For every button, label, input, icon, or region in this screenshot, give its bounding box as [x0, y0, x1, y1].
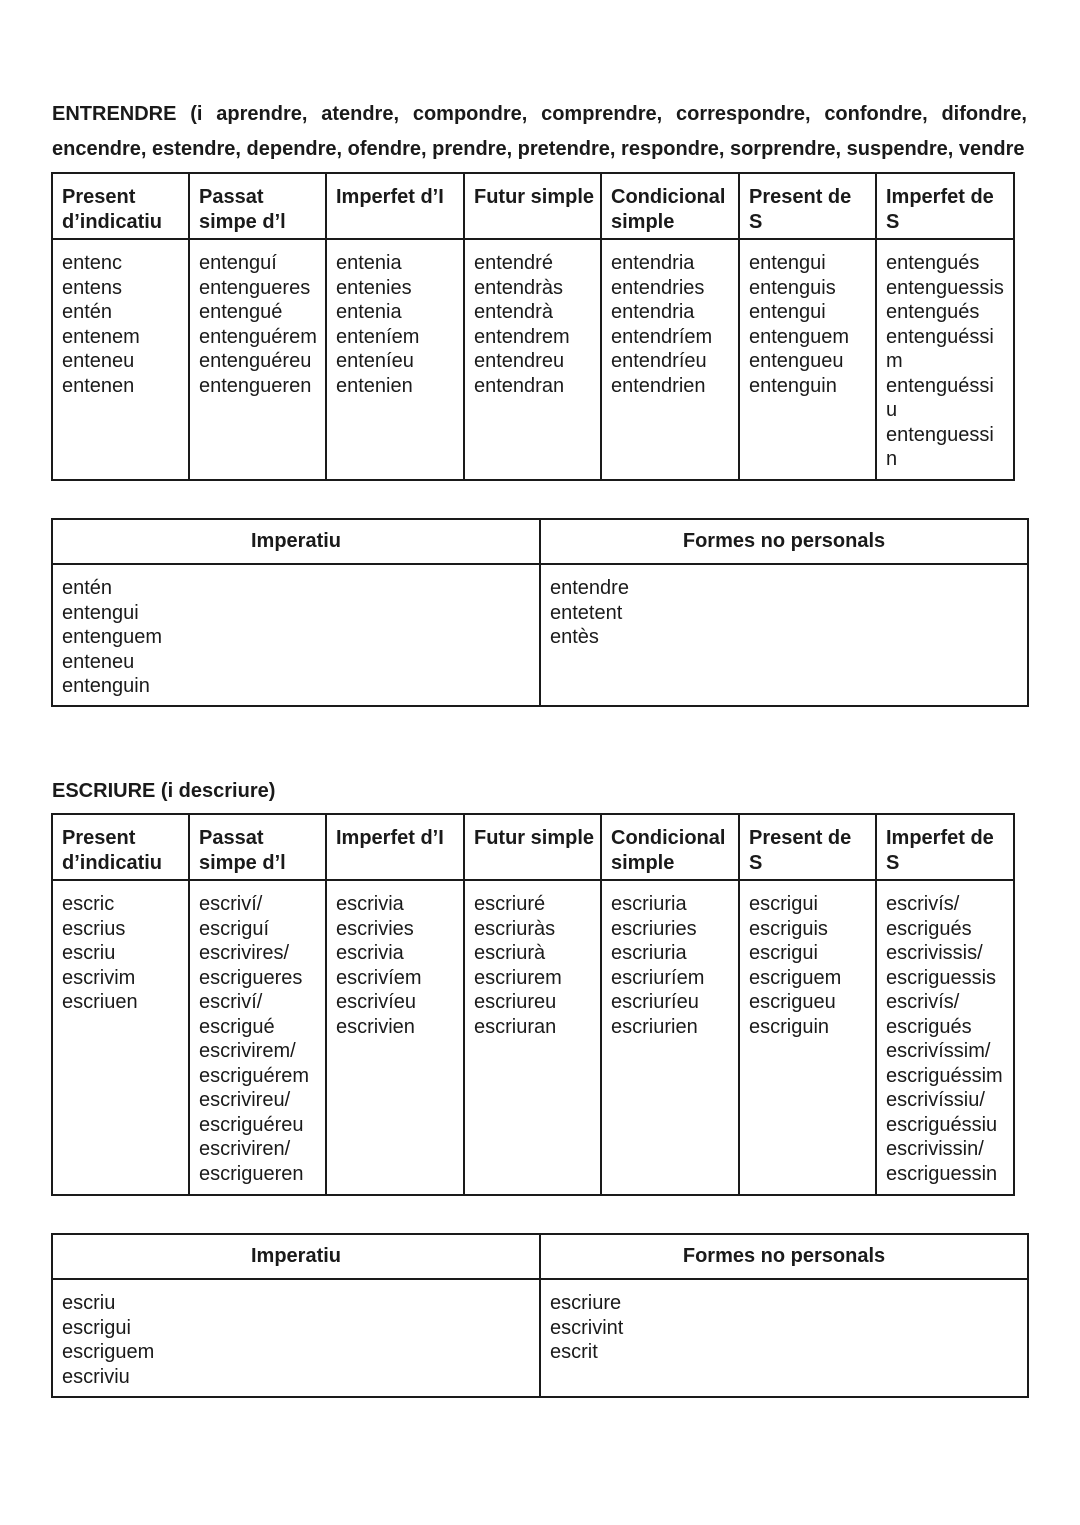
verb-form: escrigueren: [199, 1162, 304, 1185]
verb-form: escrivires/: [199, 942, 290, 964]
verb-form: escriguéssiu: [886, 1113, 998, 1136]
col-header-present-subjuntiu: Present de S: [739, 814, 876, 880]
verb-form: entendríeu: [611, 350, 707, 372]
verb-form: escriure: [550, 1292, 622, 1314]
verb-form: escrigui: [62, 1316, 131, 1339]
verb-form: entenies: [336, 276, 412, 299]
col-header-passat-simple: Passat simpe d’l: [189, 173, 326, 239]
verb-form: escrivia: [336, 893, 404, 915]
col-header-imperfet: Imperfet d’I: [326, 814, 464, 880]
verb-form: escriguí: [199, 917, 270, 940]
verb-form: entenguessis: [886, 276, 1004, 299]
forms-cell: [601, 239, 739, 480]
verb-form: escriuré: [474, 893, 546, 915]
col-header-imperfet-subjuntiu: Imperfet de S: [876, 814, 1014, 880]
verb-form: escrit: [550, 1341, 598, 1363]
forms-row: [52, 564, 1028, 706]
verb-form: escriguessin: [886, 1162, 998, 1185]
verb-form: enteneu: [62, 350, 135, 372]
verb-form: entén: [62, 301, 113, 323]
formes-cell: [540, 564, 1028, 706]
verb-form: escrivíeu: [336, 991, 417, 1013]
verb-form: escrivíssim/: [886, 1040, 991, 1062]
verb-form: escriguessis: [886, 966, 997, 989]
verb-form: entendria: [611, 301, 695, 323]
verb-form: entenguessi: [886, 423, 994, 446]
verb-form: entenguí: [199, 252, 277, 274]
verb-form: entendrem: [474, 325, 570, 348]
forms-cell: [52, 239, 189, 480]
verb-form: escriu: [62, 942, 116, 964]
verb-form: escriví/: [199, 893, 263, 915]
verb-form: entenguérem: [199, 325, 317, 348]
section-heading-entrendre: [52, 97, 1027, 167]
verb-form: entetent: [550, 601, 623, 624]
forms-cell: [601, 880, 739, 1195]
verb-form: entendrà: [474, 301, 553, 323]
verb-form: entendràs: [474, 276, 563, 299]
forms-cell: [739, 880, 876, 1195]
verb-form: entendríem: [611, 325, 713, 348]
verb-form: enteneu: [62, 650, 135, 673]
verb-form: entenguem: [62, 626, 163, 648]
col-header-present-subjuntiu: Present de S: [739, 173, 876, 239]
verb-form: entendre: [550, 577, 629, 599]
verb-form: escrivim: [62, 966, 136, 989]
verb-form: entengueren: [199, 374, 312, 397]
imperatiu-cell: [52, 564, 540, 706]
verb-form: entenem: [62, 325, 140, 348]
verb-form: escrigui: [749, 942, 818, 964]
verb-form: escrivies: [336, 917, 414, 940]
verb-form: escrivien: [336, 1015, 415, 1038]
section-heading-escriure: ESCRIURE (i descriure): [52, 780, 276, 802]
verb-form: escrivissis/: [886, 942, 983, 964]
verb-form: escrivís/: [886, 893, 960, 915]
verb-form: escriuran: [474, 1015, 557, 1038]
verb-form: entenguem: [749, 325, 850, 348]
header-row: [52, 519, 1028, 564]
forms-row: [52, 239, 1014, 480]
verb-form: escriuen: [62, 991, 138, 1013]
verb-form: escriuràs: [474, 917, 556, 940]
verb-form: escriuríem: [611, 966, 705, 989]
forms-cell: [189, 239, 326, 480]
header-row: [52, 173, 1014, 239]
verb-form: escrivíem: [336, 966, 422, 989]
verb-form: entendré: [474, 252, 553, 274]
verb-form: escriguérem: [199, 1064, 310, 1087]
heading-line-2: encendre, estendre, dependre, ofendre, prendre, pretendre, respondre, sorprendre, suspendre, vendre: [52, 138, 1025, 160]
verb-form: escric: [62, 893, 115, 915]
verb-form: escriguis: [749, 917, 828, 940]
verb-form: escriviu: [62, 1365, 130, 1388]
verb-form: escriurien: [611, 1015, 698, 1038]
formes-header: Formes no personals: [540, 519, 1028, 564]
verb-form: entengueu: [749, 350, 844, 372]
verb-form: escriurà: [474, 942, 546, 964]
verb-form: escriuries: [611, 917, 697, 940]
imperatiu-header: Imperatiu: [52, 1234, 540, 1279]
imperatiu-formes-table-entrendre: [51, 518, 1029, 707]
formes-header: Formes no personals: [540, 1234, 1028, 1279]
verb-form: entenia: [336, 301, 402, 323]
verb-form: escrius: [62, 917, 126, 940]
verb-form: entenia: [336, 252, 402, 274]
verb-form: escriguéreu: [199, 1113, 304, 1136]
verb-form: entenien: [336, 374, 413, 397]
verb-form: escrigués: [886, 1015, 972, 1038]
verb-form: entendries: [611, 276, 705, 299]
verb-form: escriguin: [749, 1015, 830, 1038]
forms-cell: [326, 880, 464, 1195]
forms-cell: [464, 239, 601, 480]
header-row: [52, 814, 1014, 880]
verb-form: entenen: [62, 374, 135, 397]
heading-line-1: ENTRENDRE (i aprendre, atendre, compondre, comprendre, correspondre, confondre, difondre,: [52, 103, 1027, 125]
verb-form: escrivia: [336, 942, 404, 964]
col-header-imperfet: Imperfet d’I: [326, 173, 464, 239]
verb-form: entendreu: [474, 350, 565, 372]
col-header-present-indicatiu: Present d’indicatiu: [52, 814, 189, 880]
verb-form: enteníeu: [336, 350, 414, 372]
verb-form: escriguem: [62, 1341, 155, 1363]
formes-cell: [540, 1279, 1028, 1397]
verb-form: entenguéssi: [886, 325, 994, 348]
verb-form: escriví/: [199, 991, 263, 1013]
verb-form: escriuria: [611, 893, 687, 915]
verb-form: escrigui: [749, 893, 818, 915]
verb-form: entengué: [199, 301, 283, 323]
verb-form: escrigueres: [199, 966, 303, 989]
forms-cell: [464, 880, 601, 1195]
col-header-condicional: Condicional simple: [601, 814, 739, 880]
verb-form: escrivís/: [886, 991, 960, 1013]
verb-form: enteníem: [336, 325, 420, 348]
conjugation-table-entrendre: [51, 172, 1015, 481]
verb-form: entendrien: [611, 374, 706, 397]
verb-form: escrigués: [886, 917, 972, 940]
verb-form: entenc: [62, 252, 123, 274]
col-header-futur: Futur simple: [464, 814, 601, 880]
forms-cell: [739, 239, 876, 480]
verb-form: escriureu: [474, 991, 557, 1013]
header-row: [52, 1234, 1028, 1279]
verb-form: escriuria: [611, 942, 687, 964]
verb-form: escrigué: [199, 1015, 275, 1038]
forms-row: [52, 880, 1014, 1195]
imperatiu-formes-table-escriure: [51, 1233, 1029, 1398]
verb-form: u: [886, 399, 898, 421]
verb-form: entengui: [749, 301, 826, 323]
verb-form: entès: [550, 626, 599, 648]
verb-form: entén: [62, 577, 113, 599]
verb-form: escriuríeu: [611, 991, 699, 1013]
verb-form: escrivirem/: [199, 1040, 296, 1062]
verb-form: escriurem: [474, 966, 562, 989]
col-header-condicional: Condicional simple: [601, 173, 739, 239]
verb-form: entenguin: [749, 374, 837, 397]
verb-form: entengueres: [199, 276, 311, 299]
col-header-imperfet-subjuntiu: Imperfet de S: [876, 173, 1014, 239]
verb-form: entendran: [474, 374, 565, 397]
verb-form: entengués: [886, 301, 980, 323]
verb-form: escriguéssim: [886, 1064, 1003, 1087]
conjugation-table-escriure: [51, 813, 1015, 1196]
verb-form: n: [886, 448, 898, 470]
verb-form: entenguéssi: [886, 374, 994, 397]
forms-cell: [189, 880, 326, 1195]
verb-form: entengués: [886, 252, 980, 274]
col-header-futur: Futur simple: [464, 173, 601, 239]
col-header-passat-simple: Passat simpe d’l: [189, 814, 326, 880]
verb-form: m: [886, 350, 903, 372]
verb-form: escriguem: [749, 966, 842, 989]
verb-form: escrivissin/: [886, 1138, 984, 1160]
verb-form: entendria: [611, 252, 695, 274]
verb-form: entengui: [749, 252, 826, 274]
verb-form: entengui: [62, 601, 139, 624]
forms-row: [52, 1279, 1028, 1397]
col-header-present-indicatiu: Present d’indicatiu: [52, 173, 189, 239]
verb-form: escrivireu/: [199, 1089, 291, 1111]
imperatiu-header: Imperatiu: [52, 519, 540, 564]
verb-form: escrigueu: [749, 991, 836, 1013]
verb-form: escrivíssiu/: [886, 1089, 985, 1111]
verb-form: escriviren/: [199, 1138, 291, 1160]
verb-form: entens: [62, 276, 123, 299]
forms-cell: [876, 239, 1014, 480]
verb-form: entenguéreu: [199, 350, 312, 372]
verb-form: entenguin: [62, 675, 150, 697]
forms-cell: [52, 880, 189, 1195]
verb-form: escrivint: [550, 1316, 624, 1339]
forms-cell: [876, 880, 1014, 1195]
verb-form: entenguis: [749, 276, 836, 299]
forms-cell: [326, 239, 464, 480]
imperatiu-cell: [52, 1279, 540, 1397]
verb-form: escriu: [62, 1292, 116, 1314]
